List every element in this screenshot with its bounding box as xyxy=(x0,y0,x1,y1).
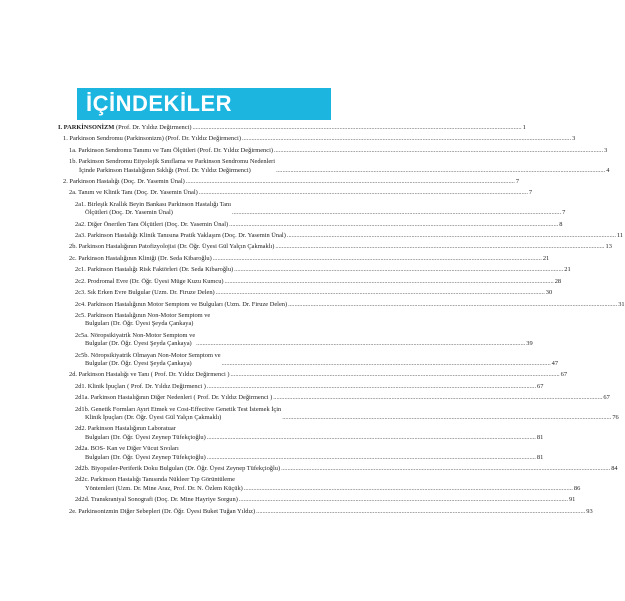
toc-entry[interactable] xyxy=(58,135,576,143)
toc-entry[interactable] xyxy=(58,277,562,286)
toc-entry-line: Klinik İpuçları (Dr. Öğr. Üyesi Gül Yalçın Çakmaklı) xyxy=(85,413,222,421)
toc-entry[interactable] xyxy=(58,465,618,473)
toc-entry-line: 2d2d. Transkraniyal Sonografi (Doç. Dr. Mine Hayriye Sorgun) xyxy=(75,496,238,504)
toc-entry-title xyxy=(75,425,206,442)
toc-entry-line: 1b. Parkinson Sendromu Etiyolojik Sınıflama ve Parkinson Sendromu Nedenleri xyxy=(69,158,276,166)
toc-page-number: 7 xyxy=(528,189,533,197)
toc-page-number: 8 xyxy=(559,220,563,228)
toc-entry[interactable] xyxy=(58,351,559,369)
toc-entry-title xyxy=(75,496,238,504)
toc-entry-title xyxy=(75,312,210,329)
entry-spacer xyxy=(58,516,334,519)
toc-page-number: 67 xyxy=(560,371,568,379)
toc-page-number: 47 xyxy=(551,359,559,367)
toc-entry-line: 2c4. Parkinson Hastalığının Motor Semptom ve Bulguları (Uzm. Dr. Firuze Delen) xyxy=(75,300,288,308)
toc-entry-title xyxy=(75,301,287,309)
toc-entry-line: Bulguları (Dr. Öğr. Üyesi Şeyda Çankaya) xyxy=(85,320,194,328)
toc-page-number: 93 xyxy=(586,507,593,515)
toc-entry[interactable] xyxy=(58,146,608,155)
dot-leader xyxy=(216,289,545,297)
dot-leader xyxy=(207,454,536,462)
toc-entry-title xyxy=(69,189,198,197)
toc-entry-title xyxy=(75,352,221,369)
toc-entry-title xyxy=(69,158,275,175)
toc-entry[interactable] xyxy=(58,496,576,504)
toc-entry-title xyxy=(75,266,233,274)
toc-page-number: 3 xyxy=(572,135,576,143)
toc-entry-title xyxy=(69,371,230,379)
toc-entry-line: 2d1. Klinik İpuçları ( Prof. Dr. Yıldız Değirmenci ) xyxy=(75,382,206,390)
toc-page-number: 30 xyxy=(545,289,553,297)
toc-page-number: 3 xyxy=(604,146,608,154)
toc-entry-line: 2. Parkinson Hastalığı (Doç. Dr. Yasemin Ünal) xyxy=(63,178,185,186)
page-title-banner xyxy=(77,88,331,120)
toc-entry-title xyxy=(75,289,215,297)
toc-entry-line: 2c5a. Nöropsikiyatrik Non-Motor Semptom ve xyxy=(75,331,196,339)
dot-leader xyxy=(213,255,542,263)
toc-entry-title xyxy=(75,406,281,423)
toc-entry-line: 2c. Parkinson Hastalığının Kliniği (Dr. Seda Kibaroğlu) xyxy=(69,254,212,262)
dot-leader xyxy=(287,232,616,240)
toc-entry-line: 2d2b. Biyopsiler-Periferik Doku Bulguları (Dr. Öğr. Üyesi Zeynep Tüfekçioğlu) xyxy=(75,465,281,472)
toc-page-number: 76 xyxy=(612,413,619,421)
dot-leader xyxy=(288,301,617,309)
toc-page-number: 7 xyxy=(562,209,566,217)
toc-entry-line: 1a. Parkinson Sendromu Tanımı ve Tanı Ölçütleri (Prof. Dr. Yıldız Değirmenci) xyxy=(69,146,273,154)
toc-page-number: 81 xyxy=(536,453,544,461)
table-of-contents xyxy=(58,124,625,519)
dot-leader xyxy=(207,383,536,391)
toc-entry-line: 2d1b. Genetik Formları Ayırt Etmek ve Cost-Effective Genetik Test İstemek İçin xyxy=(75,405,282,413)
toc-page-number: 67 xyxy=(537,382,544,390)
toc-entry-title xyxy=(75,232,286,240)
toc-entry-line: 2c5. Parkinson Hastalığının Non-Motor Semptom ve xyxy=(75,311,211,319)
toc-entry[interactable] xyxy=(58,220,563,229)
toc-entry-title xyxy=(75,476,243,493)
toc-page-number: 84 xyxy=(611,465,618,472)
toc-entry-title xyxy=(75,465,280,473)
toc-entry-title xyxy=(58,124,191,132)
toc-entry[interactable] xyxy=(58,232,624,240)
dot-leader xyxy=(234,266,563,274)
dot-leader xyxy=(276,167,605,175)
toc-page-number: 21 xyxy=(542,254,550,262)
toc-entry[interactable] xyxy=(58,507,593,516)
toc-page-number: 39 xyxy=(526,340,533,348)
toc-entry-title xyxy=(69,147,273,155)
toc-page-number: 91 xyxy=(568,496,576,504)
toc-entry-title xyxy=(69,255,212,263)
toc-entry[interactable] xyxy=(58,331,533,349)
toc-entry-line: 2d2. Parkinson Hastalığının Laboratuar xyxy=(75,425,176,433)
toc-entry[interactable] xyxy=(58,266,571,274)
toc-entry-line: 2d2a. BOS- Kan ve Diğer Vücut Sıvıları xyxy=(75,445,179,453)
toc-entry[interactable] xyxy=(58,158,610,175)
toc-page-number: 13 xyxy=(605,243,612,251)
toc-entry[interactable] xyxy=(58,371,568,379)
toc-entry[interactable] xyxy=(58,200,566,218)
toc-entry-line: Bulgular (Dr. Öğr. Üyesi Şeyda Çankaya) xyxy=(85,359,192,367)
toc-entry[interactable] xyxy=(58,300,625,309)
dot-leader xyxy=(273,394,602,402)
toc-entry-line: Ölçütleri (Doç. Dr. Yasemin Ünal) xyxy=(85,209,173,217)
toc-entry[interactable] xyxy=(58,394,610,402)
toc-entry[interactable] xyxy=(58,312,334,329)
toc-entry-line: Yöntemleri (Uzm. Dr. Mine Araz, Prof. Dr. N. Özlem Küçük) xyxy=(85,484,243,492)
toc-entry[interactable] xyxy=(58,289,553,297)
dot-leader xyxy=(275,243,604,251)
toc-entry-line: 2a2. Diğer Önerilen Tanı Ölçütleri (Doç. Dr. Yasemin Ünal) xyxy=(75,220,229,228)
toc-entry-line: 2d. Parkinson Hastalığı ve Tanı ( Prof. Dr. Yıldız Değirmenci ) xyxy=(69,371,230,379)
toc-page-number: 28 xyxy=(554,277,562,285)
toc-entry[interactable] xyxy=(58,476,581,493)
toc-entry[interactable] xyxy=(58,124,526,132)
toc-entry-title xyxy=(63,178,185,186)
dot-leader xyxy=(231,371,560,379)
toc-entry[interactable] xyxy=(58,189,533,197)
dot-leader xyxy=(196,340,525,348)
toc-page-number: 81 xyxy=(536,433,544,441)
dot-leader xyxy=(232,209,561,217)
toc-entry-line: Bulgular (Dr. Öğr. Üyesi Şeyda Çankaya) xyxy=(85,340,192,348)
toc-entry-line: 2a. Tanım ve Klinik Tanı (Doç. Dr. Yasemin Ünal) xyxy=(69,189,198,197)
toc-entry-line: 2c1. Parkinson Hastalığı Risk Faktörleri (Dr. Seda Kibaroğlu) xyxy=(75,266,234,274)
toc-entry-title xyxy=(75,201,231,218)
toc-entry[interactable] xyxy=(58,178,520,186)
dot-leader xyxy=(229,221,558,229)
toc-entry[interactable] xyxy=(58,405,619,423)
toc-page-number: 31 xyxy=(618,300,625,308)
toc-entry-line: 2b. Parkinson Hastalığının Patofizyolojisi (Dr. Öğr. Üyesi Gül Yalçın Çakmaklı) xyxy=(69,243,275,251)
dot-leader xyxy=(222,360,551,368)
dot-leader xyxy=(282,414,611,422)
page-title: İÇİNDEKİLER xyxy=(86,91,233,116)
dot-leader xyxy=(199,189,528,197)
dot-leader xyxy=(192,124,521,132)
chapter-heading: I. PARKİNSONİZM xyxy=(58,124,115,131)
toc-page-number: 7 xyxy=(515,178,520,186)
dot-leader xyxy=(281,465,610,473)
toc-entry[interactable] xyxy=(58,445,544,462)
dot-leader xyxy=(225,278,554,286)
dot-leader xyxy=(242,135,571,143)
dot-leader xyxy=(207,434,536,442)
dot-leader xyxy=(186,178,515,186)
toc-entry-title xyxy=(63,135,241,143)
toc-entry-line: 2c2. Prodromal Evre (Dr. Öğr. Üyesi Müge Kuzu Kumcu) xyxy=(75,277,224,285)
toc-entry-line: Bulguları (Dr. Öğr. Üyesi Zeynep Tüfekçioğlu) xyxy=(85,433,206,441)
toc-entry-title xyxy=(69,243,274,251)
toc-entry-line: Bulguları (Dr. Öğr. Üyesi Zeynep Tüfekçioğlu) xyxy=(85,453,206,461)
toc-entry[interactable] xyxy=(58,254,550,263)
toc-entry-line: 2d1a. Parkinson Hastalığının Diğer Nedenleri ( Prof. Dr. Yıldız Değirmenci ) xyxy=(75,394,273,402)
toc-page-number: 21 xyxy=(564,266,571,274)
toc-entry-title xyxy=(75,383,206,391)
toc-entry-line: 2d2c. Parkinson Hastalığı Tanısında Nükleer Tıp Görüntüleme xyxy=(75,476,235,484)
dot-leader xyxy=(239,496,568,504)
toc-entry-title xyxy=(75,221,228,229)
toc-page-number: 11 xyxy=(616,232,624,240)
toc-entry-line: İçinde Parkinson Hastalığının Sıklığı (Prof. Dr. Yıldız Değirmenci) xyxy=(79,166,251,174)
toc-entry-title xyxy=(75,332,195,349)
toc-page-number: 86 xyxy=(573,484,581,492)
toc-entry-title xyxy=(75,278,224,286)
toc-entry-line: I. PARKİNSONİZM (Prof. Dr. Yıldız Değirmenci) xyxy=(58,124,192,131)
toc-entry-line: 2c5b. Nöropsikiyatrik Olmayan Non-Motor Semptom ve xyxy=(75,351,221,359)
toc-entry-line: 2c3. Sık Erken Evre Bulgular (Uzm. Dr. Firuze Delen) xyxy=(75,289,215,297)
toc-entry-line: 2e. Parkinsonizmin Diğer Sebepleri (Dr. Öğr. Üyesi Buket Tuğan Yıldız) xyxy=(69,507,256,515)
toc-entry-title xyxy=(69,508,255,516)
toc-page-number: 4 xyxy=(606,166,610,174)
toc-entry[interactable] xyxy=(58,243,612,251)
toc-entry-line: 2a3. Parkinson Hastalığı Klinik Tanısına Pratik Yaklaşım (Doç. Dr. Yasemin Ünal) xyxy=(75,232,286,240)
toc-entry-title xyxy=(75,394,272,402)
toc-entry[interactable] xyxy=(58,425,544,442)
toc-page-number: 67 xyxy=(603,394,610,402)
toc-entry-line: 2a1. Birleşik Krallık Beyin Bankası Parkinson Hastalığı Tanı xyxy=(75,200,231,208)
toc-entry-line: 1. Parkinson Sendromu (Parkinsonizm) (Prof. Dr. Yıldız Değirmenci) xyxy=(63,135,241,143)
toc-page-number: 1 xyxy=(522,124,526,131)
dot-leader xyxy=(244,485,573,493)
toc-entry[interactable] xyxy=(58,382,544,391)
dot-leader xyxy=(274,147,603,155)
toc-entry-title xyxy=(75,445,206,462)
dot-leader xyxy=(256,508,585,516)
